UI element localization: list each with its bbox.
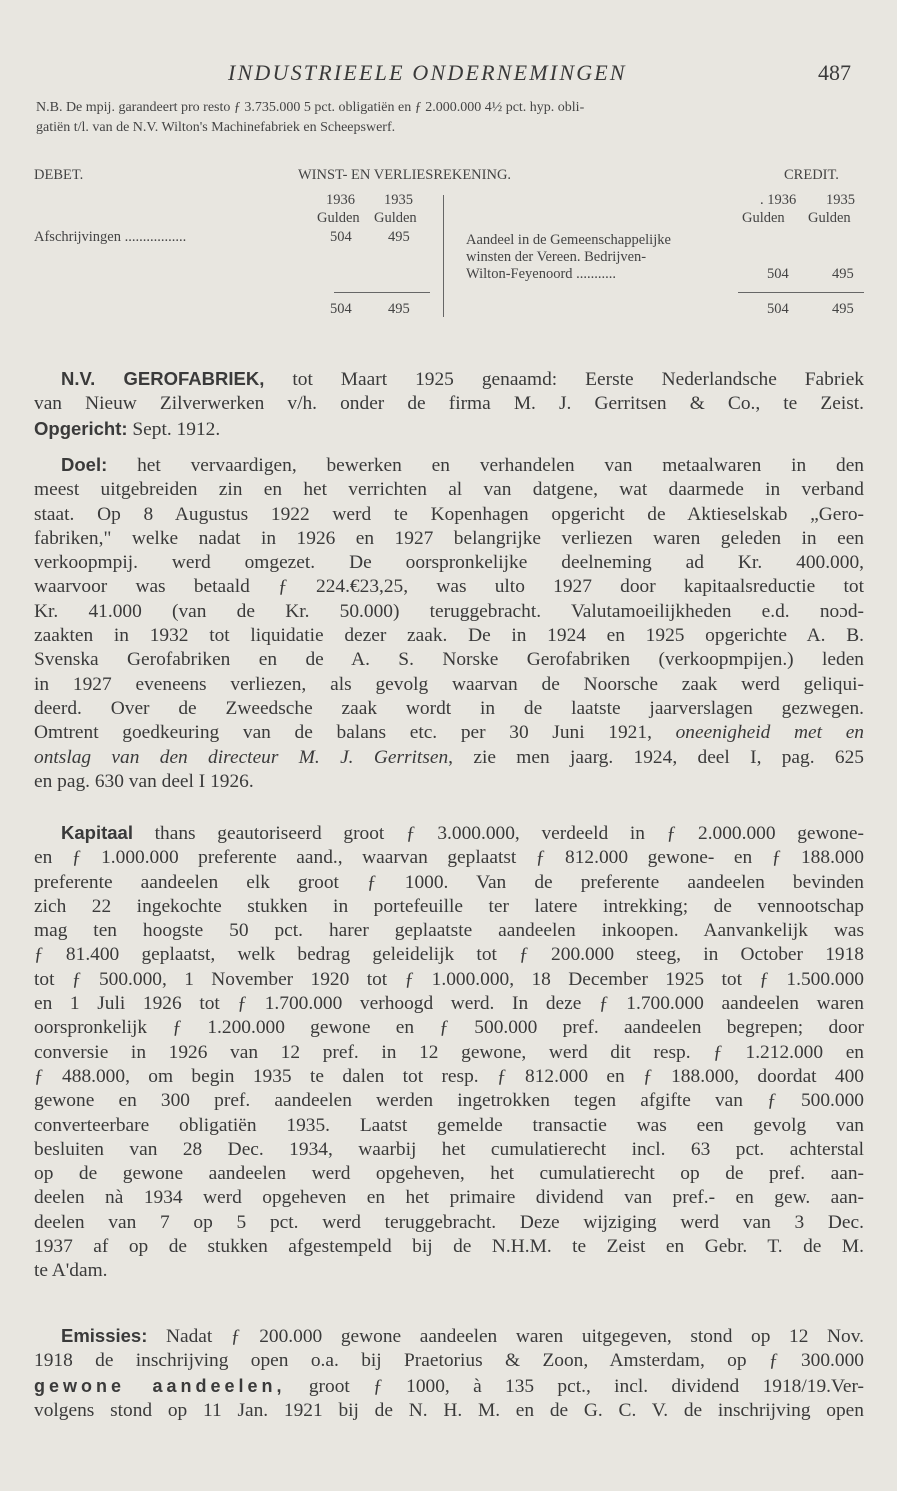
kapitaal-line: tot ƒ 500.000, 1 November 1920 tot ƒ 1.000.000, 18 December 1925 tot ƒ 1.500.000 [34, 968, 864, 990]
kapitaal-line: conversie in 1926 van 12 pref. in 12 gewone, werd dit resp. ƒ 1.212.000 en [34, 1041, 864, 1063]
doel-line: Kr. 41.000 (van de Kr. 50.000) teruggebracht. Valutamoeilijkheden e.d. noɔd- [34, 600, 864, 622]
row-label-aandeel-1: Aandeel in de Gemeenschappelijke [466, 232, 671, 248]
left-total-1936: 504 [330, 301, 352, 317]
right-unit-2: Gulden [808, 210, 851, 226]
row-value-1935: 495 [388, 229, 410, 245]
doel-italic-1: oneenigheid met en [675, 722, 864, 744]
kapitaal-line: mag ten hoogste 50 pct. harer geplaatste aandeelen inkoopen. Aanvankelijk was [34, 920, 864, 942]
doel-italic-2: ontslag van den directeur M. J. Gerritsen [34, 746, 449, 768]
kapitaal-line: deelen nà 1934 werd opgeheven en het primaire dividend van pref.- en gew. aan- [34, 1187, 864, 1209]
left-year-1936: 1936 [326, 192, 355, 208]
doel-line: het vervaardigen, bewerken en verhandelen van metaalwaren in den [137, 455, 865, 476]
doel-line: Svenska Gerofabriken en de A. S. Norske Gerofabriken (verkoopmpijen.) leden [34, 649, 864, 671]
doel-line: zaakten in 1932 tot liquidatie dezer zaak. De in 1924 en 1925 opgerichte A. B. [34, 625, 864, 647]
doel-line: deerd. Over de Zweedsche zaak wordt in de laatste jaarverslagen gezwegen. [34, 697, 864, 719]
right-year-1936: . 1936 [760, 192, 797, 208]
row-value-1936: 504 [330, 229, 352, 245]
doel-line: staat. Op 8 Augustus 1922 werd te Kopenhagen opgericht de Aktieselskab „Gero- [34, 503, 864, 525]
emissies-line-2: 1918 de inschrijving open o.a. bij Praetorius & Zoon, Amsterdam, op ƒ 300.000 [34, 1350, 864, 1372]
right-row-value-1936: 504 [767, 266, 789, 282]
left-total-1935: 495 [388, 301, 410, 317]
emissies-line-4: volgens stond op 11 Jan. 1921 bij de N. H. M. en de G. C. V. de inschrijving open [34, 1399, 864, 1421]
company-line-2: van Nieuw Zilverwerken v/h. onder de firma M. J. Gerritsen & Co., te Zeist. [34, 393, 864, 415]
right-row-value-1935: 495 [832, 266, 854, 282]
right-unit-1: Gulden [742, 210, 785, 226]
right-total-rule [738, 292, 864, 293]
company-section [34, 367, 864, 442]
row-label-afschrijvingen: Afschrijvingen ................. [34, 229, 187, 245]
company-name-rest: tot Maart 1925 genaamd: Eerste Nederlandsche Fabriek [292, 369, 864, 390]
kapitaal-line: preferente aandeelen elk groot ƒ 1000. Van de preferente aandeelen bevinden [34, 871, 864, 893]
kapitaal-line: op de gewone aandeelen werd opgeheven, het cumulatierecht op de pref. aan- [34, 1163, 864, 1185]
emissies-line-3: groot ƒ 1000, à 135 pct., incl. dividend 1918/19.Ver- [308, 1375, 864, 1397]
emissies-label: Emissies: [61, 1325, 148, 1346]
kapitaal-line: oorspronkelijk ƒ 1.200.000 gewone en ƒ 500.000 pref. aandeelen begrepen; door [34, 1017, 864, 1039]
founded-label: Opgericht: [34, 417, 128, 439]
kapitaal-line: deelen van 7 op 5 pct. werd teruggebracht. Deze wijziging werd van 3 Dec. [34, 1211, 864, 1233]
kapitaal-line: 1937 af op de stukken afgestempeld bij de N.H.M. te Zeist en Gebr. T. de M. [34, 1236, 864, 1258]
emissies-section [34, 1324, 864, 1423]
doel-line: waarvoor was betaald ƒ 224.€23,25, was ulto 1927 door kapitaalsreductie tot [34, 576, 864, 598]
doel-line: in 1927 eveneens verliezen, als gevolg waarvan de Noorsche zaak werd geliqui- [34, 673, 864, 695]
table-title: WINST- EN VERLIESREKENING. [298, 167, 512, 183]
left-unit-1: Gulden [317, 210, 360, 226]
company-name: N.V. GEROFABRIEK, [61, 368, 265, 389]
right-total-1936: 504 [767, 301, 789, 317]
doel-after-italic: , zie men jaarg. 1924, deel I, pag. 625 [448, 746, 864, 768]
emissies-spaced: gewone aandeelen, [34, 1375, 286, 1396]
note-line-2: gatiën t/l. van de N.V. Wilton's Machinefabriek en Scheepswerf. [36, 120, 396, 135]
doel-line: verkoopmpij. werd omgezet. De oorspronkelijke deelneming ad Kr. 400.000, [34, 552, 864, 574]
kapitaal-line: en 1 Juli 1926 tot ƒ 1.700.000 verhoogd werd. In deze ƒ 1.700.000 aandeelen waren [34, 993, 864, 1015]
doel-line: meest uitgebreiden zin en het verrichten al van datgene, wat daarmede in verband [34, 479, 864, 501]
doel-line: fabriken," welke nadat in 1926 en 1927 belangrijke verliezen waren geleden in een [34, 527, 864, 549]
debet-label: DEBET. [34, 167, 84, 183]
row-label-aandeel-3: Wilton-Feyenoord ........... [466, 266, 617, 282]
kapitaal-line: zich 22 ingekochte stukken in portefeuille ter latere intrekking; de vennootschap [34, 895, 864, 917]
page-number: 487 [818, 60, 851, 85]
left-total-rule [334, 292, 430, 293]
kapitaal-line: ƒ 81.400 geplaatst, welk bedrag geleidelijk tot ƒ 200.000 steeg, in October 1918 [34, 944, 864, 966]
note-line-1: N.B. De mpij. garandeert pro resto ƒ 3.735.000 5 pct. obligatiën en ƒ 2.000.000 4½ pct. hyp. obli- [36, 100, 585, 115]
kapitaal-line: converteerbare obligatiën 1935. Laatst gemelde transactie was een gevolg van [34, 1114, 864, 1136]
left-year-1935: 1935 [384, 192, 413, 208]
kapitaal-line: ƒ 488.000, om begin 1935 te dalen tot resp. ƒ 812.000 en ƒ 188.000, doordat 400 [34, 1065, 864, 1087]
kapitaal-line: te A'dam. [34, 1260, 108, 1282]
running-header: INDUSTRIEELE ONDERNEMINGEN [228, 60, 627, 85]
doel-line: Omtrent goedkeuring van de balans etc. per 30 Juni 1921, [34, 722, 652, 744]
credit-label: CREDIT. [784, 167, 839, 183]
left-unit-2: Gulden [374, 210, 417, 226]
doel-section [34, 453, 864, 794]
kapitaal-line: en ƒ 1.000.000 preferente aand., waarvan geplaatst ƒ 812.000 gewone- en ƒ 188.000 [34, 847, 864, 869]
kapitaal-line: gewone en 300 pref. aandeelen werden ingetrokken tegen afgifte van ƒ 500.000 [34, 1090, 864, 1112]
doel-label: Doel: [61, 454, 108, 475]
table-divider [443, 195, 444, 317]
founded-value: Sept. 1912. [132, 418, 221, 440]
right-total-1935: 495 [832, 301, 854, 317]
row-label-aandeel-2: winsten der Vereen. Bedrijven- [466, 249, 647, 265]
emissies-line-1: Nadat ƒ 200.000 gewone aandeelen waren uitgegeven, stond op 12 Nov. [166, 1326, 864, 1347]
kapitaal-line: besluiten van 28 Dec. 1934, waarbij het cumulatierecht incl. 63 pct. achterstal [34, 1138, 864, 1160]
right-year-1935: 1935 [826, 192, 855, 208]
kapitaal-line: thans geautoriseerd groot ƒ 3.000.000, verdeeld in ƒ 2.000.000 gewone- [154, 823, 864, 844]
kapitaal-label: Kapitaal [61, 822, 133, 843]
kapitaal-section [34, 821, 864, 1284]
doel-last-line: en pag. 630 van deel I 1926. [34, 770, 254, 792]
